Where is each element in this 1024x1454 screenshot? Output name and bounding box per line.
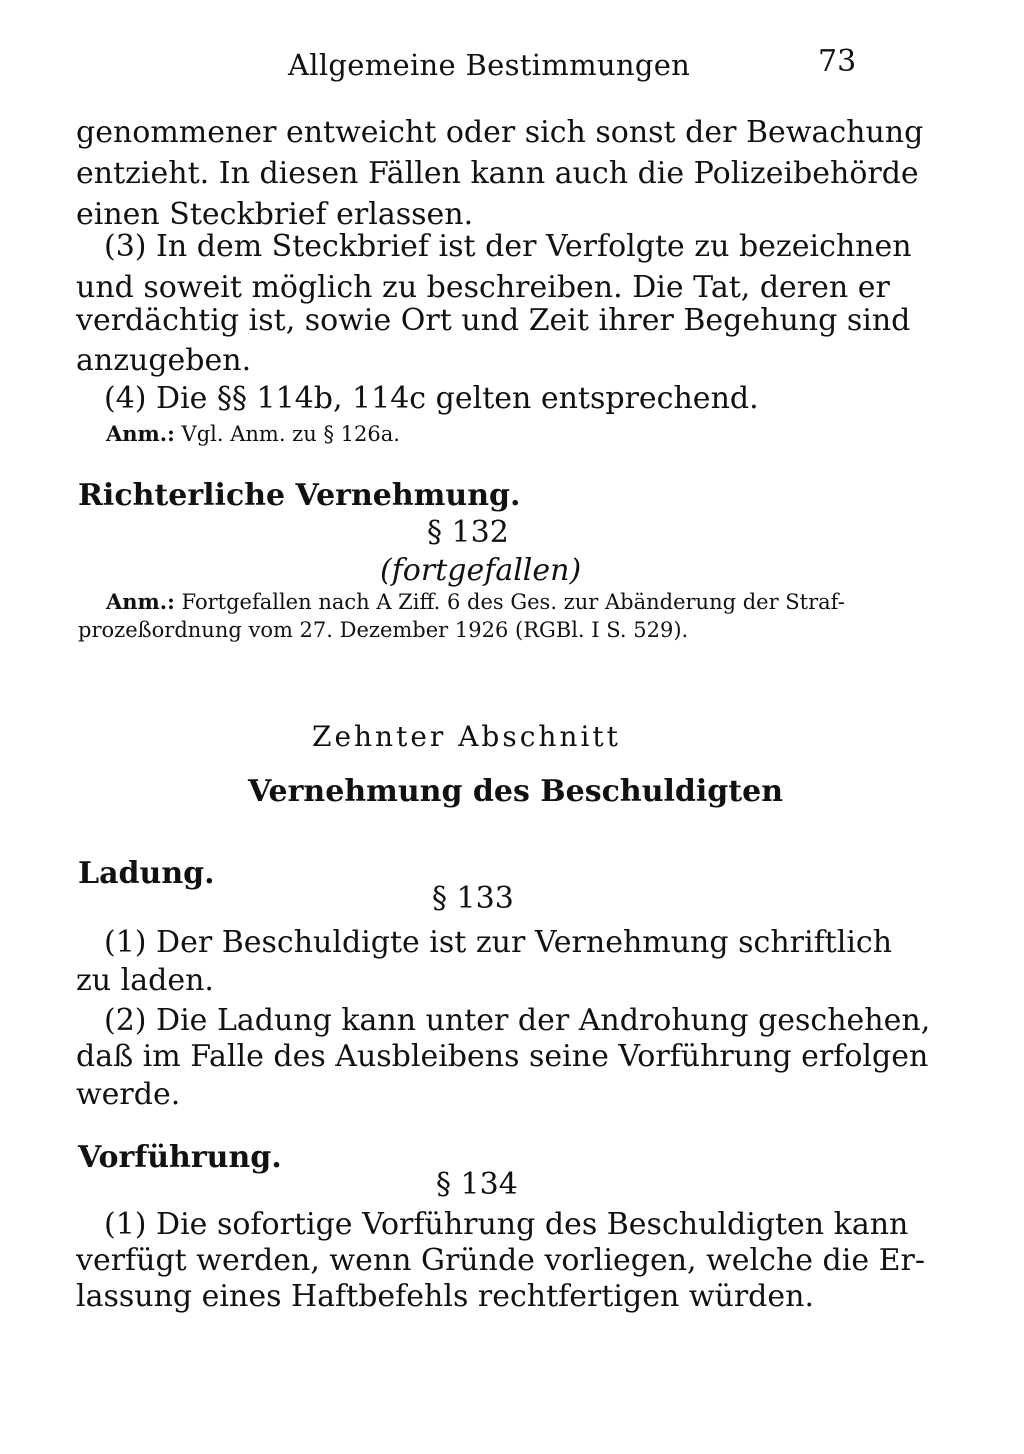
annotation-text: Vgl. Anm. zu § 126a. [181, 422, 400, 446]
annotation [106, 588, 845, 616]
paragraph-1-line: (1) Der Beschuldigte ist zur Vernehmung schriftlich [104, 925, 893, 960]
section-status: (fortgefallen) [380, 553, 582, 588]
paragraph-3-line: und soweit möglich zu beschreiben. Die Tat, deren er [76, 270, 890, 305]
section-number: § 133 [432, 881, 514, 916]
section-number: § 132 [427, 515, 509, 550]
body-line: entzieht. In diesen Fällen kann auch die Polizeibehörde [76, 156, 919, 191]
paragraph-2-line: werde. [76, 1077, 181, 1112]
annotation-label: Anm.: [106, 589, 175, 614]
running-header-title: Allgemeine Bestimmungen [288, 48, 691, 82]
annotation-label: Anm.: [106, 421, 175, 446]
paragraph-3-line: (3) In dem Steckbrief ist der Verfolgte zu bezeichnen [104, 229, 912, 264]
paragraph-1-line: lassung eines Haftbefehls rechtfertigen würden. [76, 1279, 814, 1314]
paragraph-3-line: anzugeben. [76, 343, 252, 378]
paragraph-2-line: daß im Falle des Ausbleibens seine Vorführung erfolgen [76, 1039, 929, 1074]
paragraph-4: (4) Die §§ 114b, 114c gelten entsprechend. [104, 381, 759, 416]
section-number: § 134 [436, 1167, 518, 1202]
section-heading: Ladung. [78, 856, 215, 891]
chapter-label: Zehnter Abschnitt [312, 720, 621, 753]
paragraph-1-line: zu laden. [76, 963, 214, 998]
annotation [106, 420, 400, 448]
body-line: einen Steckbrief erlassen. [76, 197, 474, 232]
section-heading: Vorführung. [78, 1140, 282, 1175]
paragraph-3-line: verdächtig ist, sowie Ort und Zeit ihrer Begehung sind [76, 303, 911, 338]
annotation-line: prozeßordnung vom 27. Dezember 1926 (RGBl. I S. 529). [78, 618, 689, 642]
paragraph-2-line: (2) Die Ladung kann unter der Androhung geschehen, [104, 1003, 931, 1038]
section-heading: Richterliche Vernehmung. [78, 478, 521, 513]
body-line: genommener entweicht oder sich sonst der Bewachung [76, 115, 924, 150]
chapter-title: Vernehmung des Beschuldigten [248, 774, 784, 809]
paragraph-1-line: (1) Die sofortige Vorführung des Beschuldigten kann [104, 1207, 909, 1242]
paragraph-1-line: verfügt werden, wenn Gründe vorliegen, welche die Er- [76, 1243, 925, 1278]
annotation-text: Fortgefallen nach A Ziff. 6 des Ges. zur Abänderung der Straf- [181, 590, 845, 614]
page-number: 73 [818, 44, 857, 79]
